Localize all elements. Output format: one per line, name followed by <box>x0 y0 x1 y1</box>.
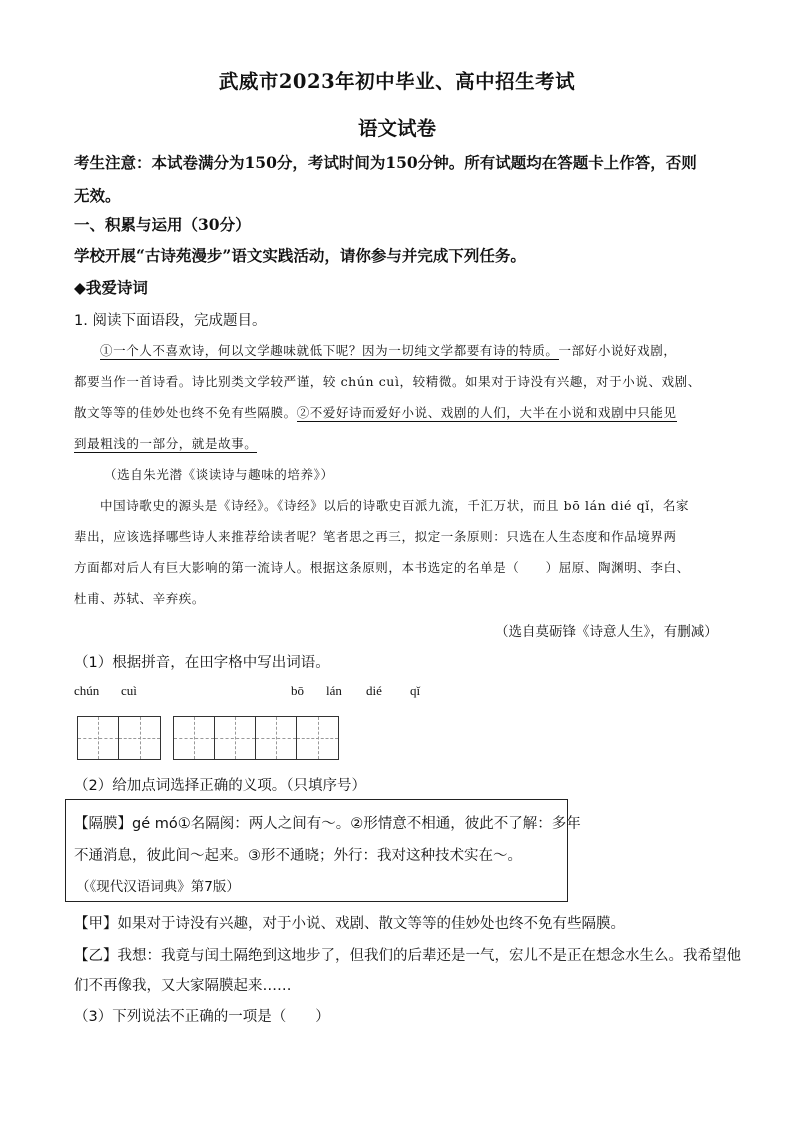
exam-title: 武威市2023年初中毕业、高中招生考试 <box>218 70 576 93</box>
passage-2-line-3: 方面都对后人有巨大影响的第一流诗人。根据这条原则，本书选定的名单是（ ）屈原、陶渊明、李白、 <box>74 560 690 575</box>
sub-question-3-prompt: （3）下列说法不正确的一项是（ ） <box>74 1009 330 1025</box>
passage-1-line-1-rest: 一部好小说好戏剧， <box>558 343 677 358</box>
passage-1-line-4 <box>74 434 257 452</box>
tianzige-cell[interactable] <box>215 717 256 759</box>
pinyin-b-1: bō <box>291 683 304 698</box>
dictionary-source: （《现代汉语词典》第7版） <box>76 879 240 895</box>
exam-subtitle: 语文试卷 <box>357 117 436 140</box>
pinyin-a-1: chún <box>74 683 100 698</box>
tianzige-grid-a[interactable] <box>77 716 161 760</box>
passage-1-line-3-start: 散文等等的佳妙处也终不免有些隔膜。 <box>74 405 297 420</box>
pinyin-b-4: qǐ <box>410 683 421 698</box>
sub-question-2-prompt: （2）给加点词选择正确的义项。（只填序号） <box>74 778 366 794</box>
passage-1-line-3 <box>74 403 677 421</box>
notice-line-1: 考生注意：本试卷满分为150分，考试时间为150分钟。所有试题均在答题卡上作答，否则 <box>74 153 697 172</box>
pinyin-b-3: dié <box>366 683 382 698</box>
sentence-jia: 【甲】如果对于诗没有兴趣，对于小说、戏剧、散文等等的佳妙处也终不免有些隔膜。 <box>74 916 625 932</box>
pinyin-a-2: cuì <box>121 683 137 698</box>
sentence-yi-line-2: 们不再像我，又大家隔膜起来…… <box>74 978 292 994</box>
passage-2-source: （选自莫砺锋《诗意人生》，有删减） <box>495 624 718 640</box>
passage-1-line-2: 都要当作一首诗看。诗比别类文学较严谨，较 chún cuì，较精微。如果对于诗没有兴趣，对于小说、戏剧、 <box>74 374 701 389</box>
underlined-sentence-1: ①一个人不喜欢诗，何以文学趣味就低下呢？因为一切纯文学都要有诗的特质。 <box>100 343 559 358</box>
section-heading: 一、积累与运用（30分） <box>74 215 251 234</box>
pinyin-b-2: lán <box>326 683 342 698</box>
tianzige-cell[interactable] <box>297 717 338 759</box>
tianzige-cell[interactable] <box>256 717 297 759</box>
underlined-sentence-2: ②不爱好诗而爱好小说、戏剧的人们，大半在小说和戏剧中只能见 <box>296 405 677 420</box>
passage-1-source: （选自朱光潜《谈读诗与趣味的培养》） <box>104 467 334 482</box>
passage-2-line-2: 辈出，应该选择哪些诗人来推荐给读者呢？笔者思之再三，拟定一条原则：只选在人生态度和作品境界两 <box>74 529 677 544</box>
notice-line-2: 无效。 <box>74 186 121 205</box>
passage-2-line-1: 中国诗歌史的源头是《诗经》。《诗经》以后的诗歌史百派九流，千汇万状，而且 bō lán dié qǐ，名家 <box>100 498 690 513</box>
question-1-stem: 1. 阅读下面语段，完成题目。 <box>74 313 267 329</box>
passage-2-line-4: 杜甫、苏轼、辛弃疾。 <box>74 591 206 606</box>
tianzige-cell[interactable] <box>174 717 215 759</box>
sub-question-1-prompt: （1）根据拼音，在田字格中写出词语。 <box>74 655 330 671</box>
tianzige-cell[interactable] <box>78 717 119 759</box>
dictionary-line-1: 【隔膜】gé mó①名隔阂：两人之间有～。②形情意不相通，彼此不了解：多年 <box>74 816 581 832</box>
task-heading: ◆我爱诗词 <box>74 278 148 297</box>
tianzige-cell[interactable] <box>119 717 160 759</box>
section-intro: 学校开展“古诗苑漫步”语文实践活动，请你参与并完成下列任务。 <box>74 246 526 265</box>
tianzige-grid-b[interactable] <box>173 716 339 760</box>
underlined-sentence-2-end: 到最粗浅的一部分，就是故事。 <box>74 436 258 451</box>
dictionary-line-2: 不通消息，彼此间～起来。③形不通晓；外行：我对这种技术实在～。 <box>74 848 522 864</box>
sentence-yi-line-1: 【乙】我想：我竟与闰土隔绝到这地步了，但我们的后辈还是一气，宏儿不是正在想念水生么。我希望他 <box>74 948 741 964</box>
passage-1-line-1 <box>100 341 676 359</box>
